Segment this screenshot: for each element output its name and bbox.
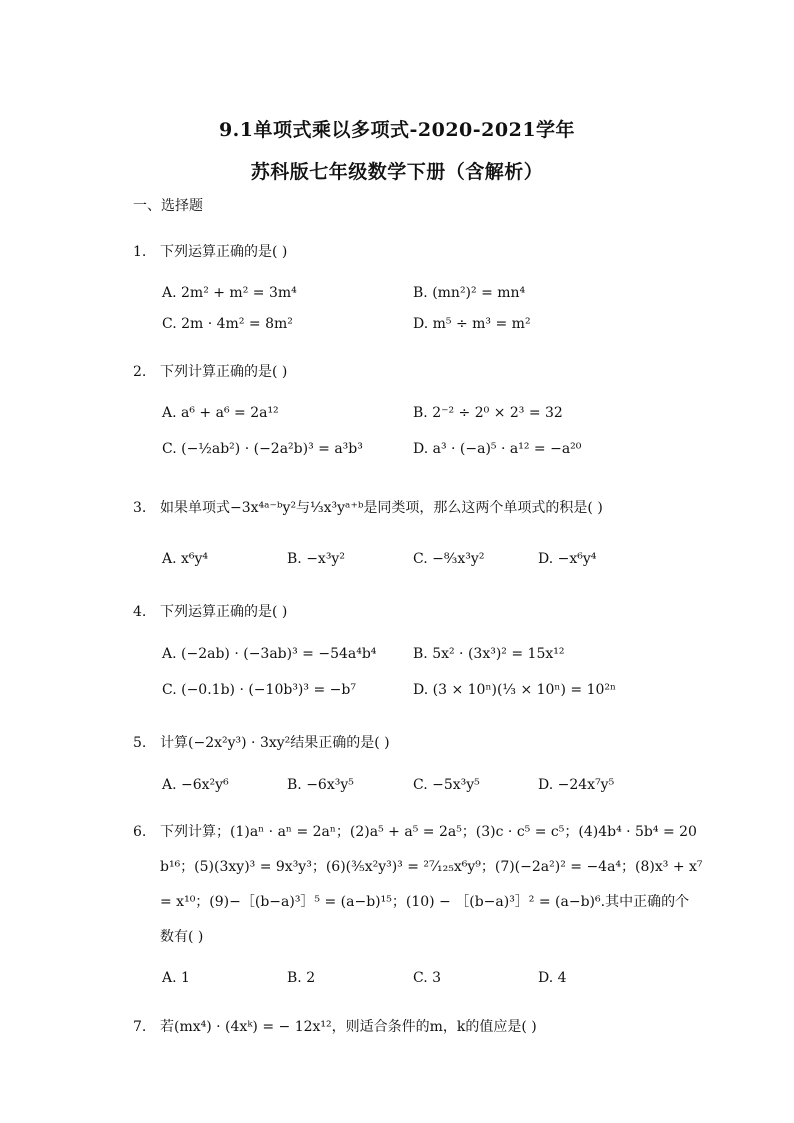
- question-5: [133, 732, 390, 752]
- option-a[interactable]: A. (−2ab) · (−3ab)³ = −54a⁴b⁴: [162, 646, 377, 662]
- option-a[interactable]: A. a⁶ + a⁶ = 2a¹²: [162, 405, 279, 421]
- option-d[interactable]: D. (3 × 10ⁿ)(⅓ × 10ⁿ) = 10²ⁿ: [413, 682, 617, 698]
- question-stem: 若(mx⁴) · (4xᵏ) = − 12x¹²，则适合条件的m，k的值应是( ): [160, 1019, 537, 1035]
- option-b[interactable]: B. −x³y²: [287, 551, 345, 567]
- option-d[interactable]: D. −x⁶y⁴: [538, 551, 597, 567]
- option-c[interactable]: C. −5x³y⁵: [413, 777, 480, 793]
- option-b[interactable]: B. −6x³y⁵: [287, 777, 354, 793]
- option-b[interactable]: B. 5x² · (3x³)² = 15x¹²: [413, 646, 565, 662]
- question-number: 4.: [133, 604, 147, 620]
- option-b[interactable]: B. 2: [287, 970, 316, 986]
- question-stem-line-2: b¹⁶；(5)(3xy)³ = 9x³y³；(6)(³⁄₅x²y³)³ = ²⁷⁄₁₂₅x⁶y⁹；(7)(−2a²)² = −4a⁴；(8)x³ + x⁷: [160, 859, 703, 875]
- question-number: 2.: [133, 364, 147, 380]
- question-number: 3.: [133, 500, 147, 516]
- question-number: 6.: [133, 824, 147, 840]
- option-b[interactable]: B. (mn²)² = mn⁴: [413, 285, 526, 301]
- question-4: [133, 601, 287, 621]
- question-stem-line-3: = x¹⁰；(9)−［(b−a)³］⁵ = (a−b)¹⁵；(10) − ［(b−a)³］² = (a−b)⁶.其中正确的个: [160, 894, 690, 910]
- question-number: 1.: [133, 244, 147, 260]
- document-title-line-1: 9.1单项式乘以多项式-2020-2021学年: [218, 119, 576, 141]
- option-a[interactable]: A. −6x²y⁶: [162, 777, 229, 793]
- option-d[interactable]: D. m⁵ ÷ m³ = m²: [413, 316, 531, 332]
- question-stem-line-4: 数有( ): [160, 929, 204, 945]
- section-heading: 一、选择题: [133, 198, 203, 214]
- question-stem: 如果单项式−3x⁴ᵃ⁻ᵇy²与⅓x³yᵃ⁺ᵇ是同类项，那么这两个单项式的积是( ): [160, 500, 603, 516]
- option-d[interactable]: D. 4: [538, 970, 567, 986]
- question-6: [133, 821, 697, 841]
- option-c[interactable]: C. 3: [413, 970, 442, 986]
- document-title-line-2: 苏科版七年级数学下册（含解析）: [250, 161, 544, 183]
- option-c[interactable]: C. −⁸⁄₃x³y²: [413, 551, 485, 567]
- question-stem: 计算(−2x²y³) · 3xy²结果正确的是( ): [160, 735, 390, 751]
- option-d[interactable]: D. a³ · (−a)⁵ · a¹² = −a²⁰: [413, 441, 582, 457]
- question-stem: 下列运算正确的是( ): [160, 244, 288, 260]
- option-a[interactable]: A. 2m² + m² = 3m⁴: [162, 285, 297, 301]
- option-c[interactable]: C. (−½ab²) · (−2a²b)³ = a³b³: [162, 441, 363, 457]
- question-1: [133, 241, 287, 261]
- option-b[interactable]: B. 2⁻² ÷ 2⁰ × 2³ = 32: [413, 405, 563, 421]
- question-3: [133, 497, 603, 517]
- option-c[interactable]: C. 2m · 4m² = 8m²: [162, 316, 293, 332]
- question-number: 5.: [133, 735, 147, 751]
- option-c[interactable]: C. (−0.1b) · (−10b³)³ = −b⁷: [162, 682, 356, 698]
- question-number: 7.: [133, 1019, 147, 1035]
- question-stem: 下列计算正确的是( ): [160, 364, 288, 380]
- question-stem: 下列运算正确的是( ): [160, 604, 288, 620]
- question-stem-line-1: 下列计算；(1)aⁿ · aⁿ = 2aⁿ；(2)a⁵ + a⁵ = 2a⁵；(3)c · c⁵ = c⁵；(4)4b⁴ · 5b⁴ = 20: [160, 824, 697, 840]
- question-7: [133, 1016, 537, 1036]
- option-a[interactable]: A. x⁶y⁴: [162, 551, 209, 567]
- question-2: [133, 361, 287, 381]
- option-a[interactable]: A. 1: [162, 970, 190, 986]
- option-d[interactable]: D. −24x⁷y⁵: [538, 777, 615, 793]
